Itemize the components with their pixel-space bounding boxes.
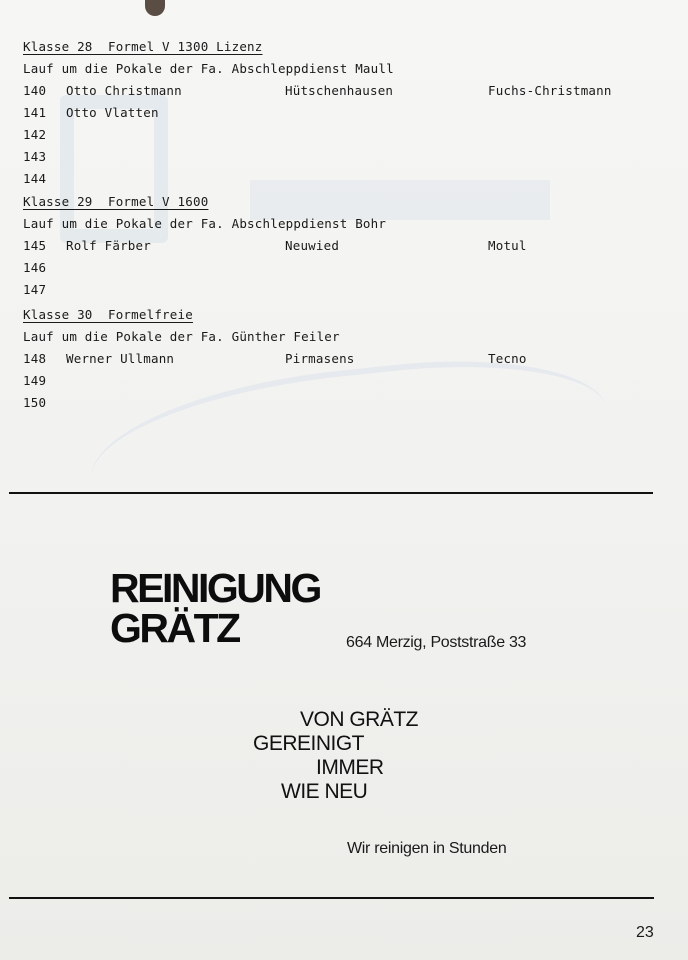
class-block-29 [23,191,643,301]
ad-company-name [110,565,320,651]
ad-tagline: Wir reinigen in Stunden [347,840,507,857]
entry-driver: Werner Ullmann [66,351,175,366]
entry-driver: Otto Vlatten [66,105,159,120]
class-heading: Klasse 29 Formel V 1600 [23,194,209,209]
entry-driver: Rolf Färber [66,238,151,253]
entry-number: 143 [23,149,47,164]
entry-city: Hütschenhausen [285,83,394,98]
class-heading: Klasse 28 Formel V 1300 Lizenz [23,39,263,54]
entry-number: 148 [23,351,47,366]
entry-number: 142 [23,127,47,142]
entry-row [23,235,643,257]
class-heading: Klasse 30 Formelfreie [23,307,193,322]
entry-row [23,80,643,102]
entry-number: 141 [23,105,47,120]
entry-number: 149 [23,373,47,388]
entry-row [23,102,643,124]
ad-title-line-1: REINIGUNG [110,565,320,611]
ad-address: 664 Merzig, Poststraße 33 [346,634,527,651]
entry-row [23,348,643,370]
ad-slogan-line-1: VON GRÄTZ [300,708,419,731]
class-sponsor: Lauf um die Pokale der Fa. Abschleppdienst Maull [23,61,394,76]
entry-city: Neuwied [285,238,340,253]
entry-team: Motul [488,238,527,253]
entry-number: 140 [23,83,47,98]
class-block-30 [23,304,643,414]
class-block-28 [23,36,643,190]
entry-row [23,279,643,301]
page-number: 23 [636,924,654,941]
divider-bottom [9,897,654,899]
entry-row [23,124,643,146]
entry-city: Pirmasens [285,351,355,366]
entry-row [23,168,643,190]
punch-hole [145,0,165,16]
divider-top [9,492,653,494]
class-sponsor: Lauf um die Pokale der Fa. Abschleppdienst Bohr [23,216,387,231]
entry-number: 145 [23,238,47,253]
entry-team: Tecno [488,351,527,366]
ad-slogan-line-2: GEREINIGT [253,732,365,755]
ad-title-line-2: GRÄTZ [110,605,239,651]
ad-slogan-line-4: WIE NEU [281,780,368,803]
entry-row [23,392,643,414]
class-sponsor: Lauf um die Pokale der Fa. Günther Feiler [23,329,340,344]
entry-row [23,257,643,279]
entry-number: 146 [23,260,47,275]
entry-number: 147 [23,282,47,297]
ad-slogan-line-3: IMMER [316,756,384,779]
entry-number: 144 [23,171,47,186]
entry-driver: Otto Christmann [66,83,182,98]
entry-row [23,370,643,392]
entry-number: 150 [23,395,47,410]
entry-row [23,146,643,168]
entry-team: Fuchs-Christmann [488,83,612,98]
